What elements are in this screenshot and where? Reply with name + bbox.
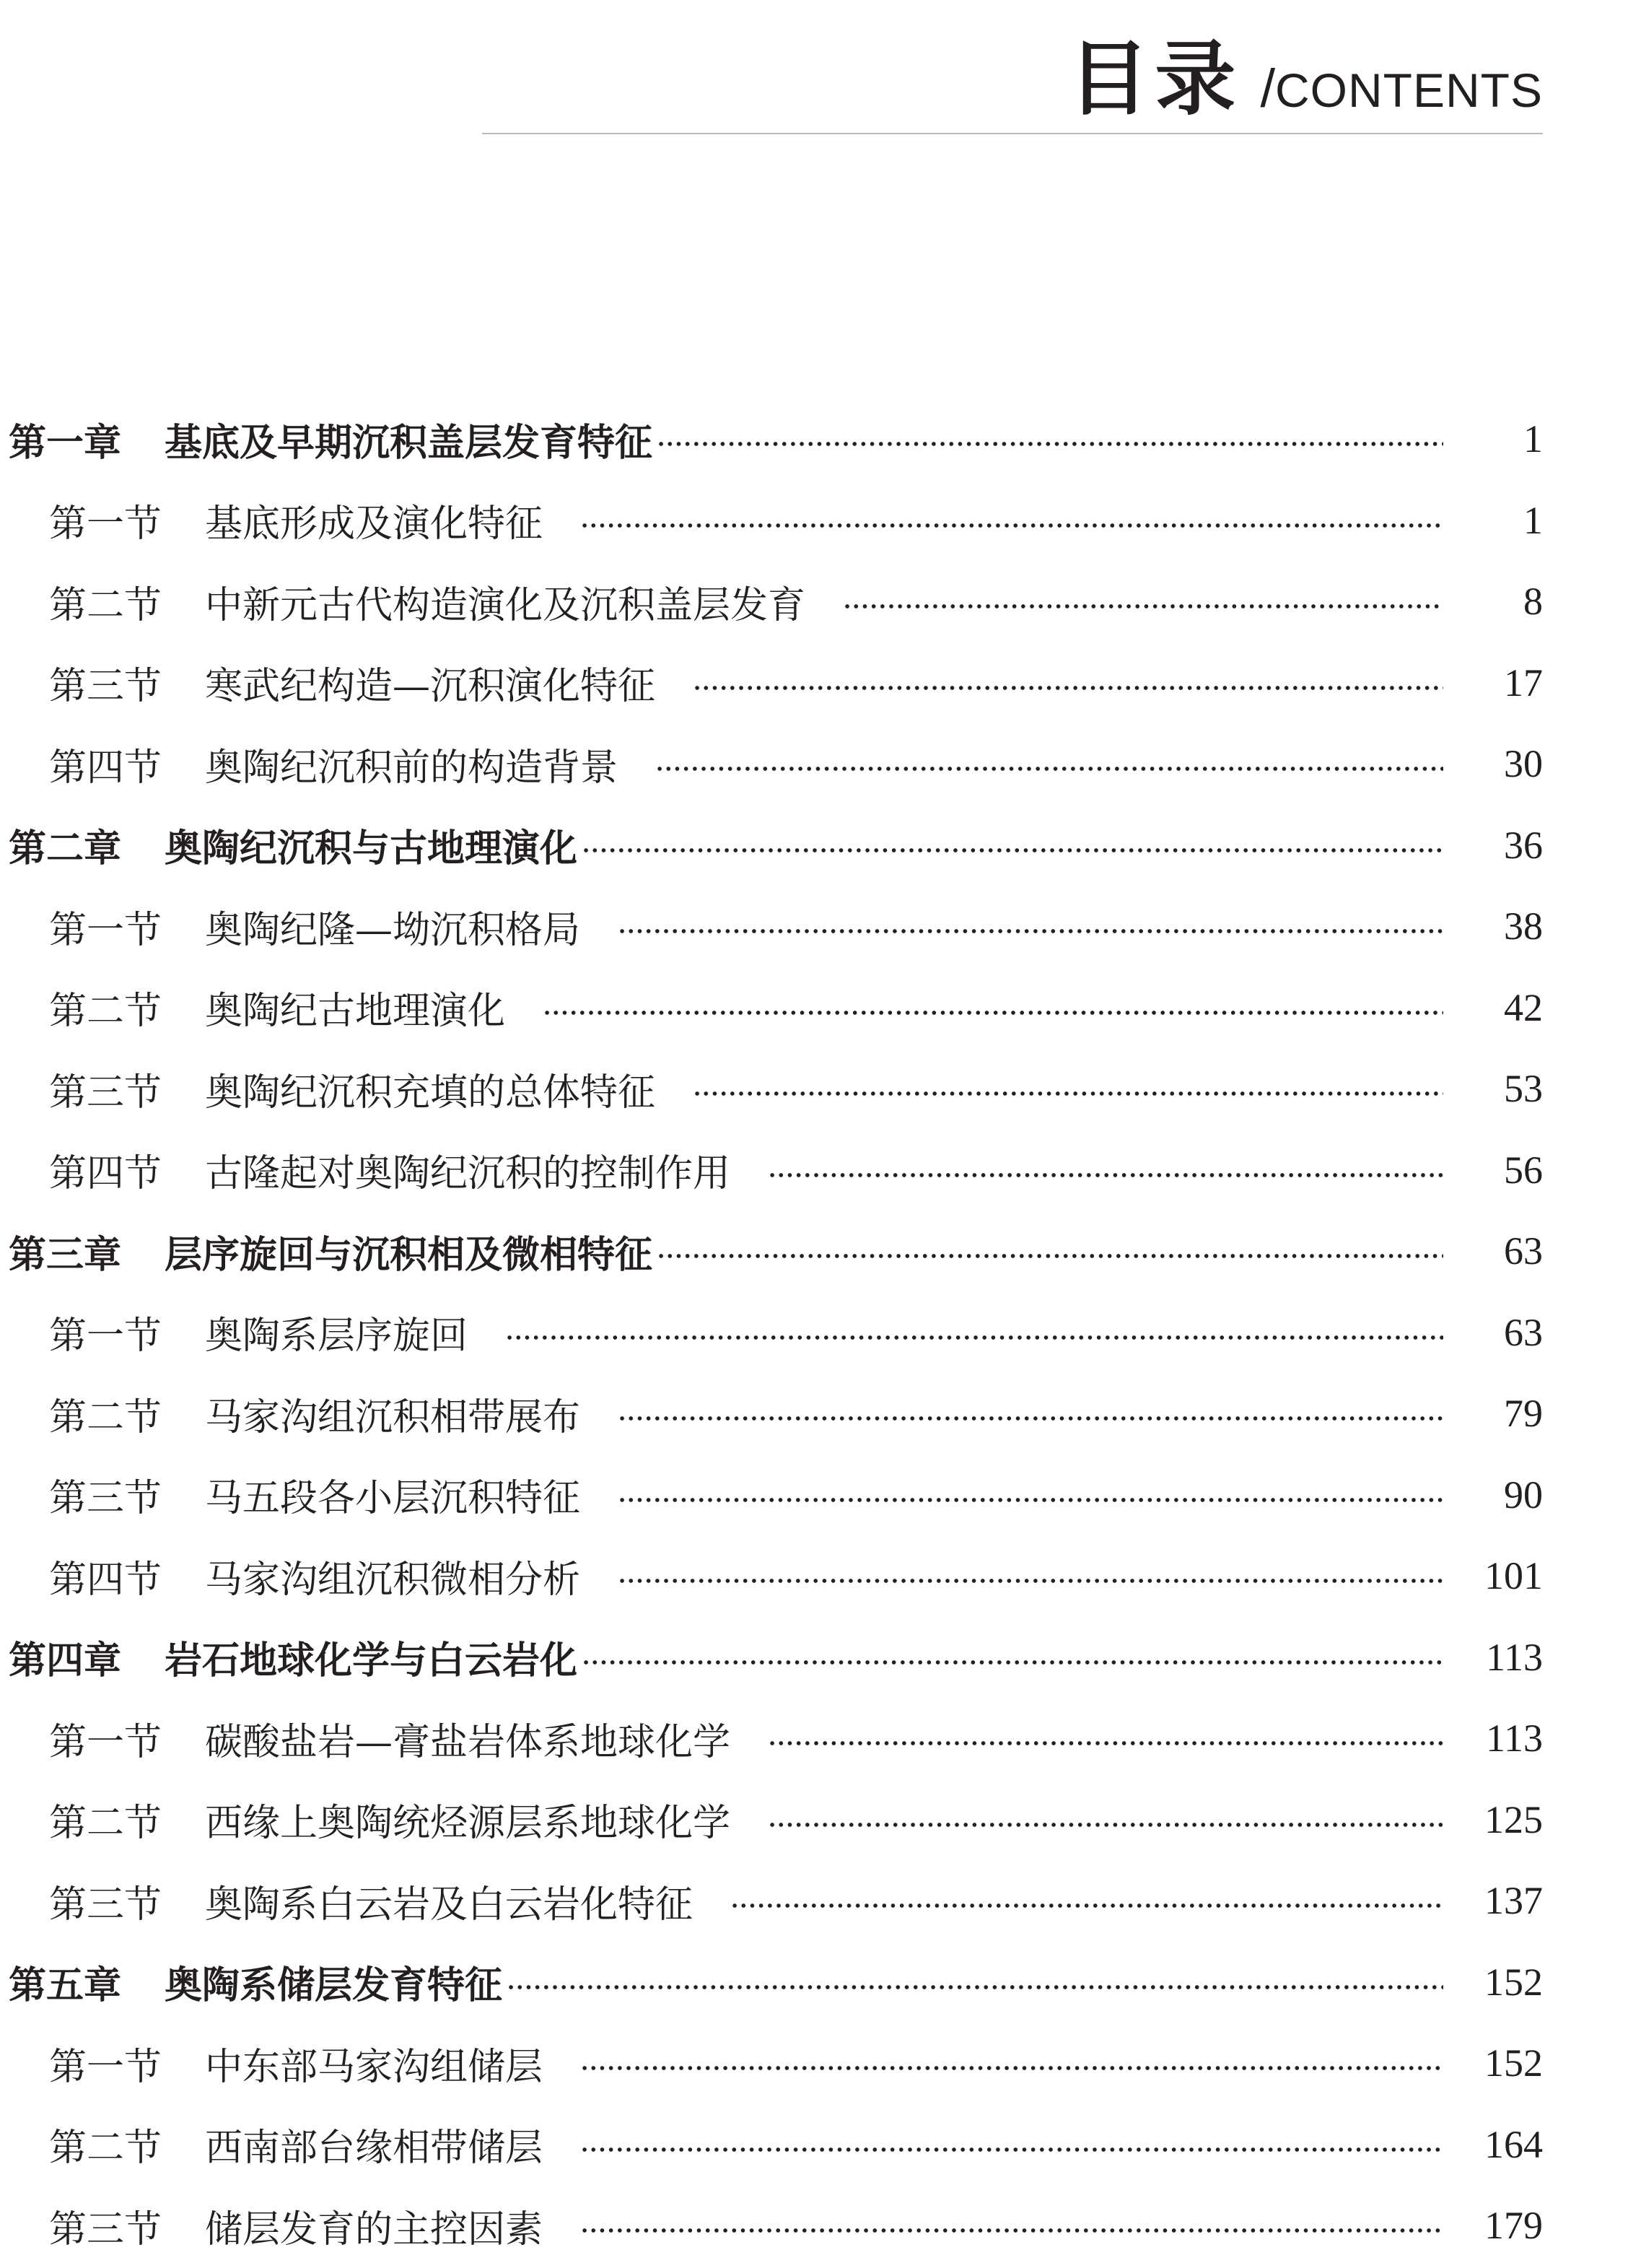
toc-section-entry[interactable] bbox=[0, 1698, 1628, 1779]
toc-section-entry[interactable] bbox=[0, 723, 1628, 805]
toc-page-number: 63 bbox=[1504, 1310, 1543, 1354]
toc-entry-title: 奥陶纪沉积充填的总体特征 bbox=[205, 1070, 656, 1115]
toc-entry-label: 第二节 bbox=[49, 1802, 162, 1846]
toc-entry-title: 古隆起对奥陶纪沉积的控制作用 bbox=[205, 1152, 731, 1196]
toc-entry-title: 奥陶纪古地理演化 bbox=[205, 990, 506, 1034]
toc-page-number: 113 bbox=[1486, 1635, 1543, 1679]
page-title: 目录 bbox=[1068, 32, 1242, 126]
dot-leader bbox=[580, 2147, 1443, 2153]
toc-entry-title: 西南部台缘相带储层 bbox=[205, 2127, 543, 2171]
page-title-english: CONTENTS bbox=[1275, 64, 1543, 117]
toc-section-entry[interactable] bbox=[0, 1779, 1628, 1861]
header-divider bbox=[482, 133, 1543, 134]
toc-entry-label: 第一章 bbox=[9, 421, 122, 465]
toc-entry-label: 第四节 bbox=[49, 746, 162, 790]
toc-page-number: 30 bbox=[1504, 742, 1543, 786]
toc-entry-title: 基底及早期沉积盖层发育特征 bbox=[165, 421, 653, 465]
toc-page-number: 79 bbox=[1504, 1392, 1543, 1436]
toc-entry-label: 第二章 bbox=[9, 827, 122, 871]
toc-entry-label: 第三章 bbox=[9, 1233, 122, 1277]
toc-section-entry[interactable] bbox=[0, 1535, 1628, 1617]
toc-entry-label: 第一节 bbox=[49, 1314, 162, 1358]
dot-leader bbox=[582, 1659, 1443, 1665]
toc-page-number: 113 bbox=[1486, 1717, 1543, 1761]
dot-leader bbox=[768, 1172, 1443, 1178]
toc-entry-title: 奥陶系白云岩及白云岩化特征 bbox=[205, 1883, 693, 1927]
toc-entry-title: 奥陶系储层发育特征 bbox=[165, 1964, 503, 2008]
toc-entry-label: 第五章 bbox=[9, 1964, 122, 2008]
toc-entry-label: 第一节 bbox=[49, 2045, 162, 2089]
toc-chapter-entry[interactable] bbox=[0, 1617, 1628, 1698]
toc-section-entry[interactable] bbox=[0, 886, 1628, 967]
toc-page-number: 152 bbox=[1484, 1960, 1543, 2004]
toc-chapter-entry[interactable] bbox=[0, 1942, 1628, 2023]
toc-chapter-entry[interactable] bbox=[0, 1211, 1628, 1292]
toc-entry-label: 第一节 bbox=[49, 1720, 162, 1764]
toc-entry-title: 储层发育的主控因素 bbox=[205, 2207, 543, 2251]
toc-entry-title: 马家沟组沉积微相分析 bbox=[205, 1558, 581, 1602]
dot-leader bbox=[657, 441, 1443, 447]
toc-page-number: 56 bbox=[1504, 1148, 1543, 1192]
dot-leader bbox=[768, 1822, 1443, 1828]
toc-section-entry[interactable] bbox=[0, 561, 1628, 642]
toc-section-entry[interactable] bbox=[0, 2104, 1628, 2186]
dot-leader bbox=[657, 1253, 1443, 1259]
toc-section-entry[interactable] bbox=[0, 1130, 1628, 1211]
toc-entry-label: 第二节 bbox=[49, 990, 162, 1034]
toc-entry-label: 第二节 bbox=[49, 1395, 162, 1439]
dot-leader bbox=[580, 2228, 1443, 2233]
dot-leader bbox=[618, 1497, 1443, 1503]
dot-leader bbox=[618, 1578, 1443, 1584]
toc-section-entry[interactable] bbox=[0, 642, 1628, 724]
toc-page-number: 38 bbox=[1504, 904, 1543, 948]
dot-leader bbox=[580, 523, 1443, 528]
toc-page-number: 36 bbox=[1504, 823, 1543, 867]
dot-leader bbox=[543, 1010, 1443, 1016]
toc-page-number: 137 bbox=[1484, 1879, 1543, 1923]
toc-page-number: 125 bbox=[1484, 1797, 1543, 1841]
toc-entry-title: 碳酸盐岩—膏盐岩体系地球化学 bbox=[205, 1720, 731, 1764]
toc-section-entry[interactable] bbox=[0, 1454, 1628, 1536]
toc-entry-label: 第四节 bbox=[49, 1152, 162, 1196]
toc-entry-title: 马家沟组沉积相带展布 bbox=[205, 1395, 581, 1439]
toc-entry-label: 第一节 bbox=[49, 908, 162, 952]
toc-entry-label: 第三节 bbox=[49, 1070, 162, 1115]
toc-entry-label: 第四节 bbox=[49, 1558, 162, 1602]
toc-page-number: 63 bbox=[1504, 1229, 1543, 1273]
toc-entry-label: 第二节 bbox=[49, 583, 162, 627]
toc-entry-title: 奥陶纪沉积前的构造背景 bbox=[205, 746, 618, 790]
toc-entry-label: 第一节 bbox=[49, 502, 162, 546]
toc-entry-title: 奥陶纪沉积与古地理演化 bbox=[165, 827, 578, 871]
toc-page-number: 8 bbox=[1523, 580, 1543, 624]
toc-entry-label: 第三节 bbox=[49, 1883, 162, 1927]
toc-entry-title: 中新元古代构造演化及沉积盖层发育 bbox=[205, 583, 806, 627]
toc-page-number: 1 bbox=[1523, 417, 1543, 461]
toc-entry-label: 第四章 bbox=[9, 1639, 122, 1683]
dot-leader bbox=[768, 1740, 1443, 1746]
toc-chapter-entry[interactable] bbox=[0, 805, 1628, 886]
dot-leader bbox=[693, 685, 1443, 691]
toc-entry-label: 第三节 bbox=[49, 1477, 162, 1521]
toc-page-number: 152 bbox=[1484, 2041, 1543, 2085]
toc-entry-label: 第二节 bbox=[49, 2127, 162, 2171]
table-of-contents bbox=[0, 398, 1628, 2267]
dot-leader bbox=[730, 1903, 1443, 1909]
toc-entry-title: 西缘上奥陶统烃源层系地球化学 bbox=[205, 1802, 731, 1846]
toc-section-entry[interactable] bbox=[0, 1373, 1628, 1454]
dot-leader bbox=[693, 1091, 1443, 1096]
toc-entry-label: 第三节 bbox=[49, 665, 162, 709]
toc-page-number: 53 bbox=[1504, 1067, 1543, 1111]
toc-page-number: 179 bbox=[1484, 2204, 1543, 2248]
toc-chapter-entry[interactable] bbox=[0, 398, 1628, 480]
dot-leader bbox=[618, 1416, 1443, 1421]
title-separator: / bbox=[1260, 58, 1275, 118]
toc-page-number: 101 bbox=[1484, 1554, 1543, 1598]
dot-leader bbox=[580, 2065, 1443, 2071]
toc-section-entry[interactable] bbox=[0, 2185, 1628, 2267]
toc-section-entry[interactable] bbox=[0, 2023, 1628, 2104]
dot-leader bbox=[507, 1984, 1443, 1990]
toc-section-entry[interactable] bbox=[0, 1292, 1628, 1374]
toc-entry-title: 层序旋回与沉积相及微相特征 bbox=[165, 1233, 653, 1277]
toc-entry-title: 岩石地球化学与白云岩化 bbox=[165, 1639, 578, 1683]
toc-section-entry[interactable] bbox=[0, 480, 1628, 562]
toc-entry-label: 第三节 bbox=[49, 2207, 162, 2251]
toc-section-entry[interactable] bbox=[0, 1860, 1628, 1942]
dot-leader bbox=[505, 1335, 1443, 1340]
toc-entry-title: 中东部马家沟组储层 bbox=[205, 2045, 543, 2089]
toc-page-number: 42 bbox=[1504, 985, 1543, 1029]
toc-section-entry[interactable] bbox=[0, 1048, 1628, 1130]
toc-entry-title: 寒武纪构造—沉积演化特征 bbox=[205, 665, 656, 709]
dot-leader bbox=[655, 766, 1443, 772]
page-header bbox=[1068, 14, 1543, 131]
toc-entry-title: 马五段各小层沉积特征 bbox=[205, 1477, 581, 1521]
toc-page-number: 164 bbox=[1484, 2122, 1543, 2166]
toc-page-number: 90 bbox=[1504, 1473, 1543, 1517]
toc-page-number: 1 bbox=[1523, 498, 1543, 542]
toc-section-entry[interactable] bbox=[0, 967, 1628, 1049]
toc-page-number: 17 bbox=[1504, 660, 1543, 705]
toc-entry-title: 奥陶纪隆—坳沉积格局 bbox=[205, 908, 581, 952]
dot-leader bbox=[582, 847, 1443, 853]
dot-leader bbox=[618, 928, 1443, 934]
toc-entry-title: 基底形成及演化特征 bbox=[205, 502, 543, 546]
dot-leader bbox=[843, 603, 1443, 609]
toc-entry-title: 奥陶系层序旋回 bbox=[205, 1314, 468, 1358]
